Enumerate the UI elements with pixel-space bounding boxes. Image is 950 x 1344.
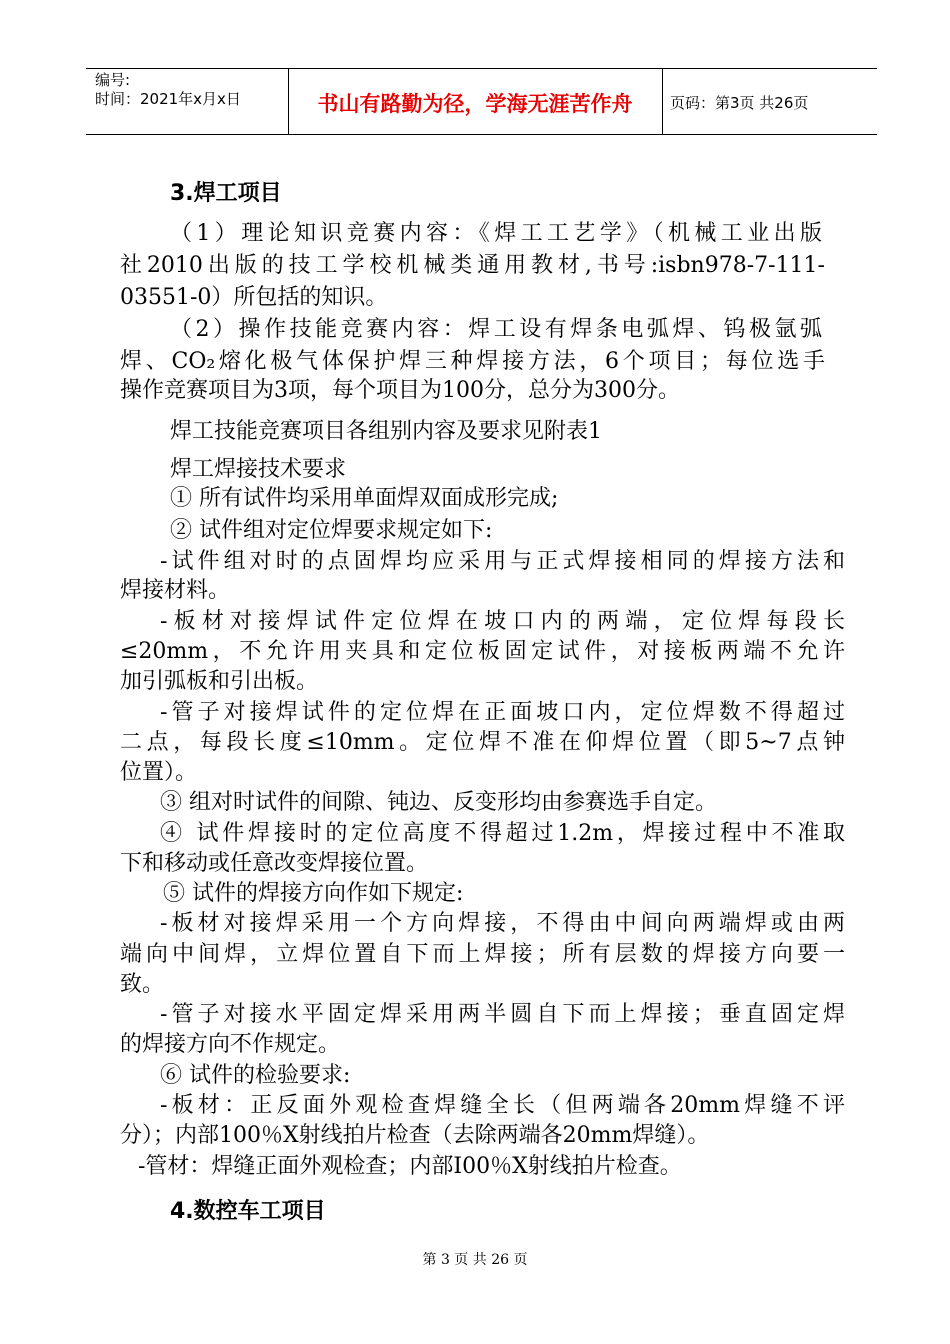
body-line: 致。 bbox=[120, 972, 165, 997]
body-line: 位置）。 bbox=[120, 760, 198, 785]
body-line: 社2010出版的技工学校机械类通用教材,书号:isbn978-7-111- bbox=[120, 253, 825, 278]
body-line: 的焊接方向不作规定。 bbox=[120, 1032, 341, 1057]
body-line: 焊工技能竞赛项目各组别内容及要求见附表1 bbox=[170, 419, 602, 444]
body-line: ⑤ 试件的焊接方向作如下规定: bbox=[163, 881, 464, 906]
header-bottom-rule bbox=[86, 134, 877, 135]
document-time-label: 时间：2021年x月x日 bbox=[95, 90, 241, 108]
body-line: 焊工焊接技术要求 bbox=[170, 457, 347, 482]
body-line: 操作竞赛项目为3项，每个项目为100分，总分为300分。 bbox=[120, 378, 680, 403]
section-heading-welder: 3.焊工项目 bbox=[170, 181, 282, 206]
header-divider-right bbox=[662, 68, 663, 135]
body-line: 分）；内部100％X射线拍片检查（去除两端各20mm焊缝）。 bbox=[120, 1123, 710, 1148]
body-line: -管材：焊缝正面外观检查；内部I00％X射线拍片检查。 bbox=[138, 1154, 682, 1179]
body-line: ⑥ 试件的检验要求: bbox=[160, 1063, 351, 1088]
body-line: 焊接材料。 bbox=[120, 578, 231, 603]
body-line: ③ 组对时试件的间隙、钝边、反变形均由参赛选手自定。 bbox=[160, 790, 717, 815]
body-line: 二点，每段长度≤10mm。定位焊不准在仰焊位置（即5~7点钟 bbox=[120, 730, 845, 755]
body-line: ① 所有试件均采用单面焊双面成形完成; bbox=[170, 486, 559, 511]
page-footer: 第 3 页 共 26 页 bbox=[422, 1252, 528, 1268]
body-line: -试件组对时的点固焊均应采用与正式焊接相同的焊接方法和 bbox=[160, 549, 845, 574]
body-line: （1）理论知识竞赛内容：《焊工工艺学》（机械工业出版 bbox=[170, 221, 822, 246]
body-line: ④ 试件焊接时的定位高度不得超过1.2m，焊接过程中不准取 bbox=[160, 821, 845, 846]
header-top-rule bbox=[86, 68, 877, 69]
header-motto: 书山有路勤为径，学海无涯苦作舟 bbox=[317, 91, 633, 116]
header-page-info: 页码：第3页 共26页 bbox=[670, 94, 809, 112]
body-line: 下和移动或任意改变焊接位置。 bbox=[120, 851, 429, 876]
body-line: -板材对接焊采用一个方向焊接，不得由中间向两端焊或由两 bbox=[160, 911, 845, 936]
body-line: 焊、CO₂熔化极气体保护焊三种焊接方法，6个项目；每位选手 bbox=[120, 349, 825, 374]
body-line: 03551-0）所包括的知识。 bbox=[120, 285, 388, 310]
section-heading-cnc-lathe: 4.数控车工项目 bbox=[170, 1199, 326, 1224]
body-line: （2）操作技能竞赛内容：焊工设有焊条电弧焊、钨极氩弧 bbox=[170, 317, 822, 342]
body-line: ≤20mm，不允许用夹具和定位板固定试件，对接板两端不允许 bbox=[120, 639, 845, 664]
body-line: -板材对接焊试件定位焊在坡口内的两端，定位焊每段长 bbox=[160, 609, 845, 634]
body-line: ② 试件组对定位焊要求规定如下: bbox=[170, 518, 493, 543]
body-line: -管子对接焊试件的定位焊在正面坡口内，定位焊数不得超过 bbox=[160, 700, 845, 725]
document-number-label: 编号: bbox=[95, 71, 131, 89]
header-meta bbox=[95, 71, 241, 109]
body-line: 加引弧板和引出板。 bbox=[120, 669, 319, 694]
body-line: -管子对接水平固定焊采用两半圆自下而上焊接；垂直固定焊 bbox=[160, 1002, 845, 1027]
body-line: 端向中间焊，立焊位置自下而上焊接；所有层数的焊接方向要一 bbox=[120, 942, 845, 967]
body-line: -板材：正反面外观检查焊缝全长（但两端各20mm焊缝不评 bbox=[160, 1093, 845, 1118]
